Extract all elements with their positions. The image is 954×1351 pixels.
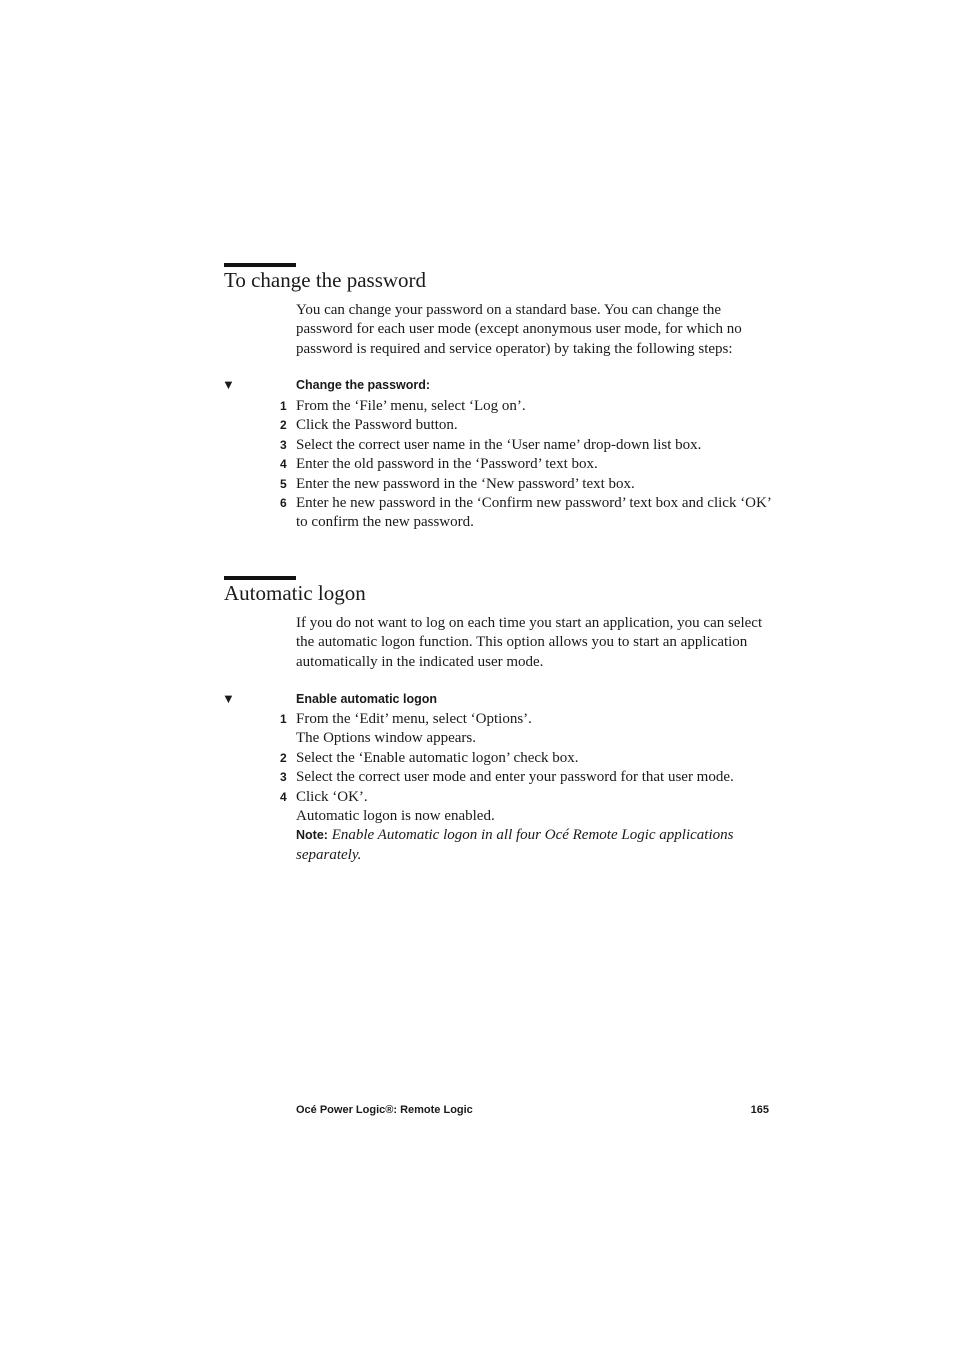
intro-paragraph: You can change your password on a standard base. You can change the password for each user mode (except anonymous user mode, for which no password is required and service operator) by taking the following steps:	[296, 302, 742, 357]
note-text: Enable Automatic logon in all four Océ Remote Logic applications separately.	[296, 827, 734, 863]
step-list	[276, 710, 772, 865]
step-result: Automatic logon is now enabled.	[296, 808, 495, 825]
step-number: 4	[280, 457, 287, 472]
step-list	[276, 397, 772, 533]
step-text: Select the correct user mode and enter your password for that user mode.	[296, 769, 734, 786]
procedure-title: Change the password:	[296, 378, 431, 392]
step-number: 5	[280, 476, 287, 491]
step-item	[276, 710, 772, 749]
step-item	[276, 768, 772, 787]
step-number: 3	[280, 437, 287, 452]
step-text: Click ‘OK’.	[296, 788, 368, 805]
step-number: 1	[280, 712, 287, 726]
procedure-marker-icon: ▼	[222, 377, 235, 392]
step-text: From the ‘Edit’ menu, select ‘Options’.	[296, 711, 532, 727]
step-text: From the ‘File’ menu, select ‘Log on’.	[296, 398, 526, 414]
step-text: Select the ‘Enable automatic logon’ check box.	[296, 749, 579, 766]
step-number: 6	[280, 496, 287, 511]
step-number: 4	[280, 789, 287, 804]
procedure-marker-icon: ▼	[222, 691, 235, 706]
step-text: Select the correct user name in the ‘User name’ drop-down list box.	[296, 436, 702, 453]
step-item	[276, 455, 772, 474]
step-number: 3	[280, 770, 287, 785]
step-number: 2	[280, 750, 287, 765]
note-label: Note:	[296, 828, 328, 843]
step-text: Enter the new password in the ‘New password’ text box.	[296, 475, 635, 492]
section-rule	[224, 263, 296, 267]
step-item	[276, 475, 772, 494]
step-item	[276, 494, 772, 533]
step-text: Enter he new password in the ‘Confirm new password’ text box and click ‘OK’ to confirm the new password.	[296, 495, 771, 531]
step-item	[276, 749, 772, 768]
step-item	[276, 416, 772, 435]
step-text: Click the Password button.	[296, 417, 458, 434]
intro-paragraph: If you do not want to log on each time you start an application, you can select the automatic logon function. This option allows you to start an application automatically in the indicated user mode.	[296, 615, 763, 670]
step-item	[276, 397, 772, 416]
note	[276, 826, 772, 865]
page-number: 165	[750, 1104, 769, 1116]
step-item	[276, 788, 772, 866]
step-text: Enter the old password in the ‘Password’ text box.	[296, 456, 598, 473]
footer-title: Océ Power Logic®: Remote Logic	[296, 1104, 473, 1116]
step-item	[276, 436, 772, 455]
step-result: The Options window appears.	[296, 730, 476, 747]
step-number: 2	[280, 418, 287, 433]
section-heading: Automatic logon	[224, 581, 366, 605]
step-number: 1	[280, 399, 287, 413]
section-heading: To change the password	[224, 268, 427, 292]
procedure-title: Enable automatic logon	[296, 692, 437, 706]
section-rule	[224, 576, 296, 580]
